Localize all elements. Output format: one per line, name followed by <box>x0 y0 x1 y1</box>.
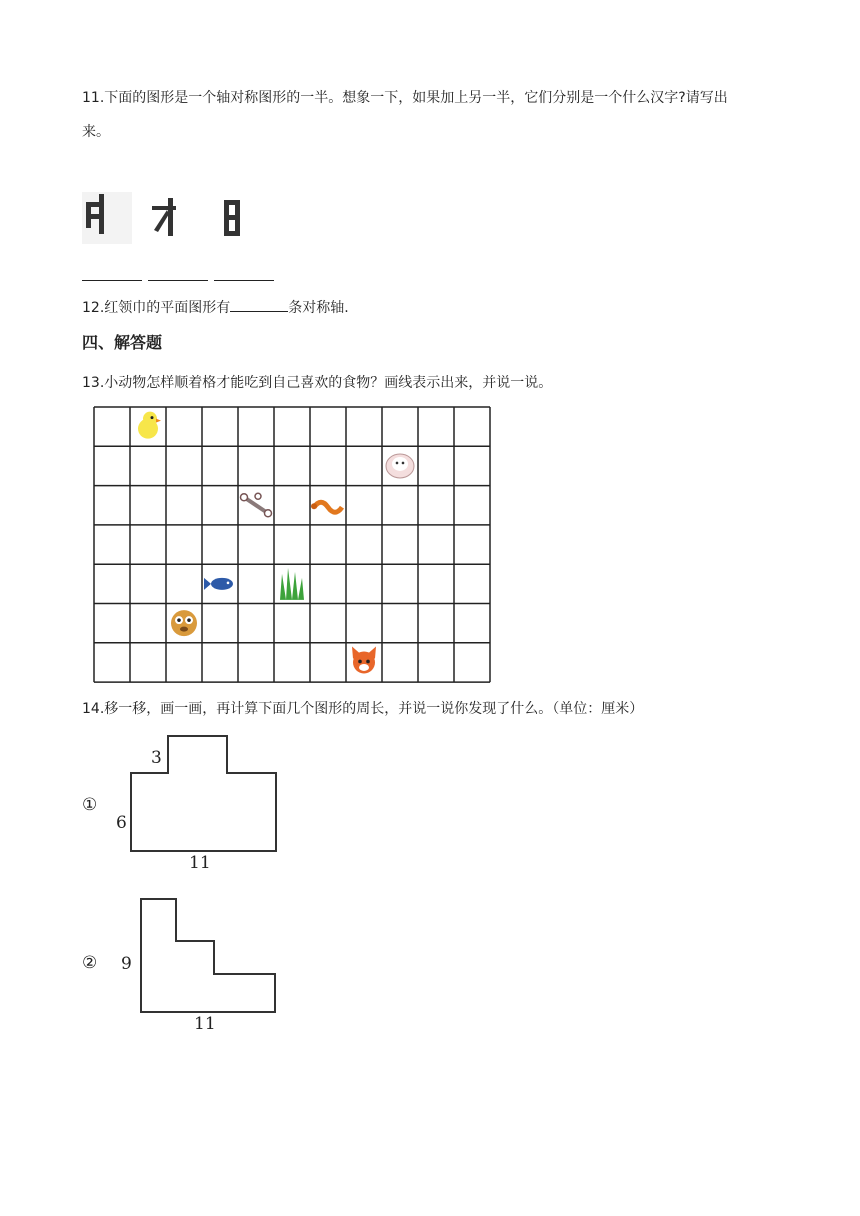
answer-blank-1[interactable] <box>82 270 142 281</box>
fig2-marker: ② <box>82 953 98 973</box>
fish-icon <box>204 578 233 590</box>
fig1-bottom-label: 11 <box>189 853 211 873</box>
dog-icon <box>171 610 197 636</box>
q12-answer-blank[interactable] <box>230 297 288 312</box>
section-title: 四、解答题 <box>82 333 163 352</box>
fig2-shape <box>138 896 280 1016</box>
q11-answer-blanks[interactable] <box>82 266 280 278</box>
grass-icon <box>280 568 304 600</box>
fig2-side-label: 9 <box>121 954 132 974</box>
half-char-2-icon <box>150 196 180 238</box>
q13-text: 13.小动物怎样顺着格才能吃到自己喜欢的食物？画线表示出来，并说一说。 <box>82 375 553 391</box>
answer-blank-2[interactable] <box>148 270 208 281</box>
worm-icon <box>311 502 342 512</box>
q11-text-cont: 来。 <box>82 124 110 140</box>
answer-blank-3[interactable] <box>214 270 274 281</box>
q12-line <box>82 297 349 318</box>
fig1-top-label: 3 <box>151 748 162 768</box>
bone-icon <box>241 493 272 517</box>
chick-icon <box>138 412 161 439</box>
cat-icon <box>352 646 376 673</box>
fig1-marker: ① <box>82 795 98 815</box>
half-char-1-icon <box>82 192 132 244</box>
animal-grid[interactable] <box>93 406 493 686</box>
sheep-icon <box>386 454 414 478</box>
fig2-bottom-label: 11 <box>194 1014 216 1034</box>
q12-suffix: 条对称轴. <box>288 300 349 316</box>
q11-text: 11.下面的图形是一个轴对称图形的一半。想象一下，如果加上另一半，它们分别是一个什么汉字?请写出 <box>82 90 728 106</box>
half-char-3-icon <box>220 198 244 238</box>
fig1-side-label: 6 <box>116 813 127 833</box>
q12-prefix: 12.红领巾的平面图形有 <box>82 300 231 316</box>
q14-text: 14.移一移，画一画，再计算下面几个图形的周长，并说一说你发现了什么。（单位：厘米） <box>82 701 644 717</box>
